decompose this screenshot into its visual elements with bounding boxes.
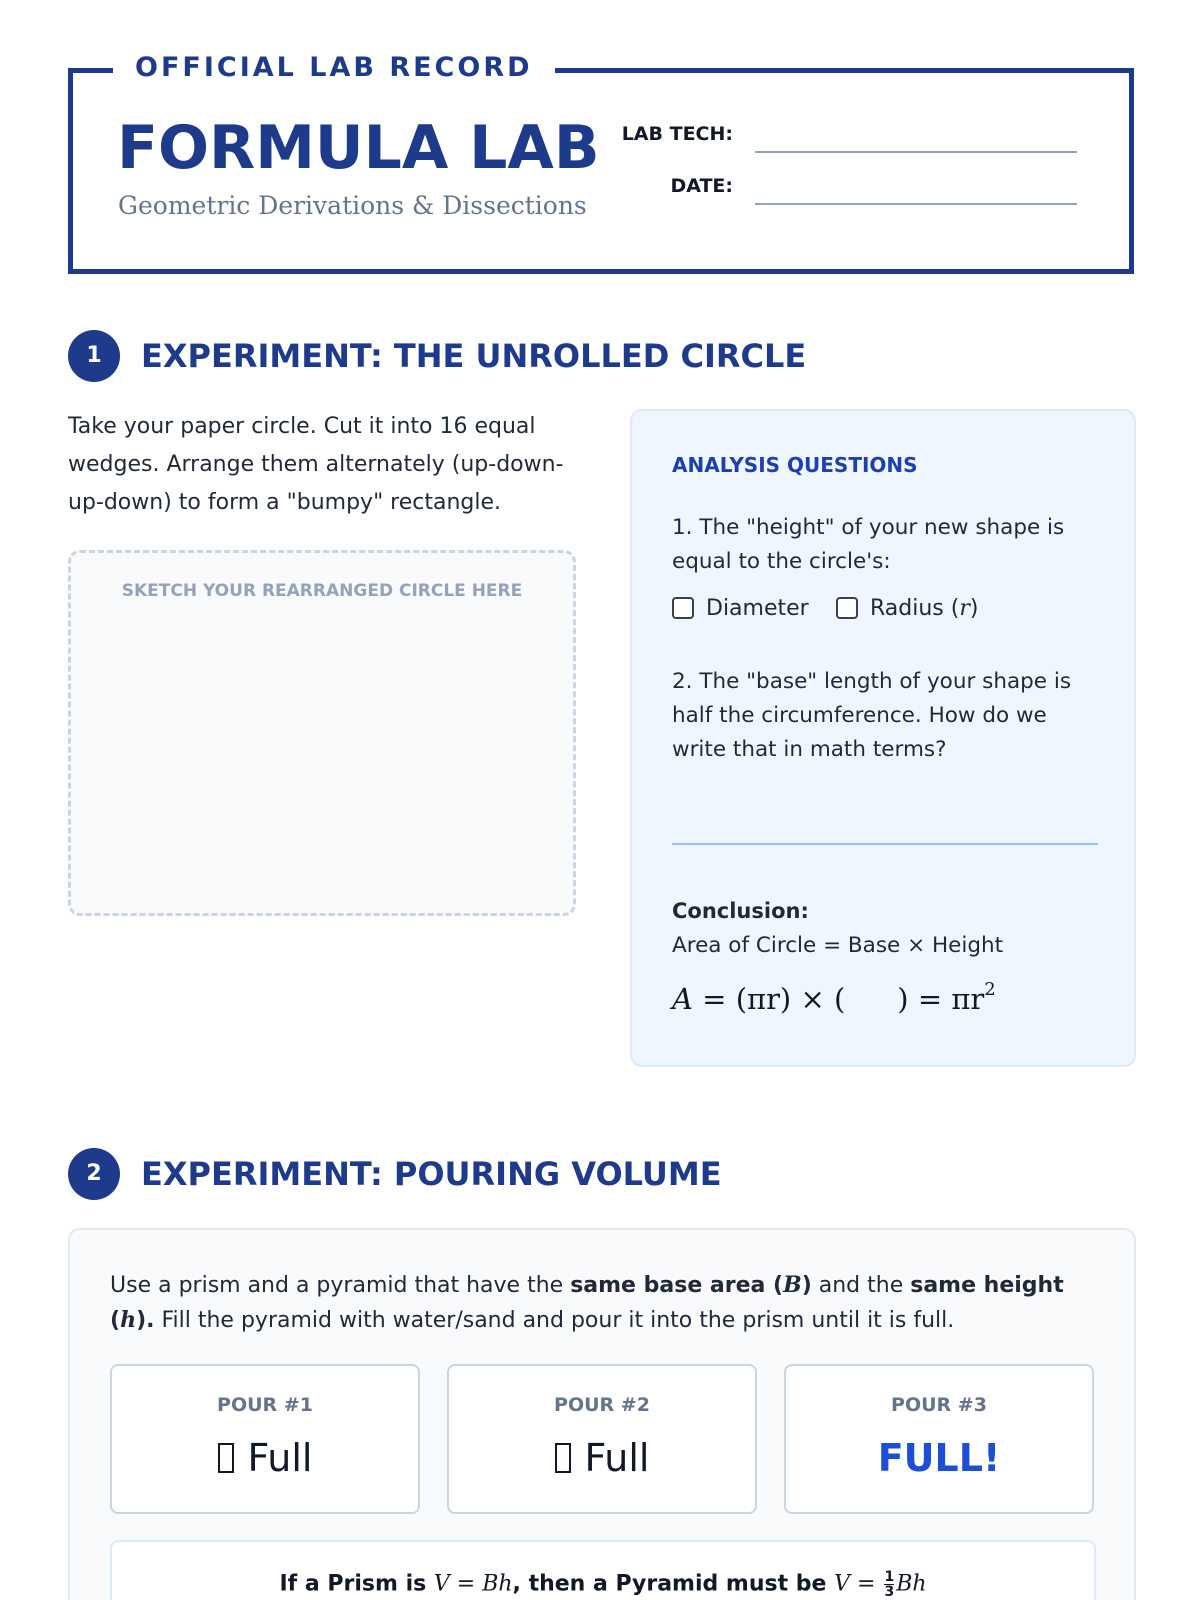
section-number-badge: 1 [68, 330, 120, 382]
pour-label: POUR #2 [554, 1394, 650, 1416]
option-label: Radius ( [870, 595, 960, 621]
lab-tech-label: LAB TECH: [621, 123, 733, 145]
option-radius[interactable] [836, 593, 978, 623]
pouring-panel [68, 1228, 1136, 1600]
checkbox-glyph[interactable] [555, 1443, 571, 1473]
pour-label: POUR #1 [217, 1394, 313, 1416]
pour-card-2 [447, 1364, 757, 1514]
section-number-badge: 2 [68, 1148, 120, 1200]
section-title: EXPERIMENT: POURING VOLUME [141, 1155, 722, 1193]
section-title: EXPERIMENT: THE UNROLLED CIRCLE [141, 337, 807, 375]
pour-value: Full [449, 1436, 755, 1480]
question-2: 2. The "base" length of your shape is half the circumference. How do we write that in math terms? [672, 669, 1072, 762]
pour-card-1 [110, 1364, 420, 1514]
circle-instructions: Take your paper circle. Cut it into 16 equal wedges. Arrange them alternately (up-down-up-down) to form a "bumpy" rectangle. [68, 414, 564, 515]
analysis-panel [630, 409, 1136, 1067]
page-subtitle: Geometric Derivations & Dissections [118, 191, 587, 220]
option-diameter[interactable] [672, 593, 809, 623]
pour-label: POUR #3 [891, 1394, 987, 1416]
formula-exponent: 2 [984, 979, 996, 1000]
formula-part1: = (πr) × ( [702, 982, 846, 1016]
record-legend: OFFICIAL LAB RECORD [113, 48, 555, 88]
area-formula [672, 979, 996, 1016]
pyramid-rule-box [110, 1540, 1096, 1600]
formula-part2: ) = πr [897, 982, 985, 1016]
date-label: DATE: [670, 175, 733, 197]
pour-value-full: FULL! [877, 1436, 1001, 1480]
option-label-close: ) [969, 595, 979, 621]
conclusion-text: Area of Circle = Base × Height [672, 933, 1004, 958]
conclusion-label: Conclusion: [672, 899, 809, 923]
sketch-label: SKETCH YOUR REARRANGED CIRCLE HERE [121, 581, 523, 601]
formula-lhs: A [672, 982, 693, 1016]
one-third-fraction: $\frac{1}{3}$ [884, 1569, 895, 1600]
radius-symbol: r [959, 595, 970, 621]
question-1: 1. The "height" of your new shape is equal to the circle's: [672, 515, 1065, 574]
page-title: FORMULA LAB [117, 113, 600, 183]
checkbox-glyph[interactable] [218, 1443, 234, 1473]
diameter-checkbox[interactable] [672, 597, 694, 619]
sketch-area[interactable] [68, 550, 576, 916]
pouring-instructions: Use a prism and a pyramid that have the same base area (B) and the same height (h). Fill the pyramid with water/sand and pour it into the prism until it is full. [110, 1272, 1064, 1333]
pour-card-3 [784, 1364, 1094, 1514]
pour-value: Full [112, 1436, 418, 1480]
answer-line[interactable] [672, 843, 1098, 845]
lab-tech-field[interactable] [755, 151, 1077, 153]
lab-record-header [68, 52, 1134, 274]
radius-checkbox[interactable] [836, 597, 858, 619]
option-label: Diameter [706, 595, 809, 621]
date-field[interactable] [755, 203, 1077, 205]
analysis-title: ANALYSIS QUESTIONS [672, 453, 918, 477]
pyramid-rule: If a Prism is V = Bh, then a Pyramid must be V = $\frac{1}{3}$ Bh [279, 1569, 927, 1600]
